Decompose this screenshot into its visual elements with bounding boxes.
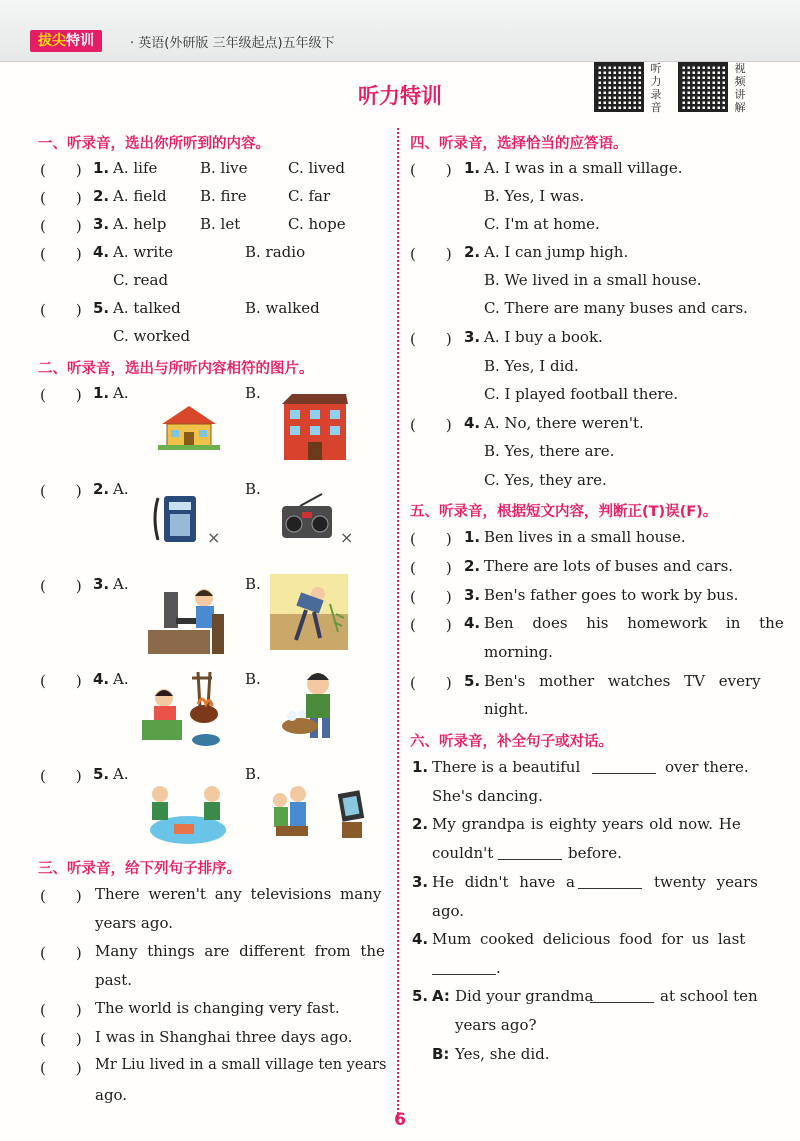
- sentence: There weren't any televisions many: [95, 885, 382, 903]
- answer-paren[interactable]: ( ): [40, 767, 82, 785]
- section-5-heading: 五、听录音，根据短文内容，判断正(T)误(F)。: [410, 504, 718, 520]
- section-6-heading: 六、听录音，补全句子或对话。: [410, 734, 613, 750]
- page-number: 6: [394, 1110, 406, 1130]
- answer-paren[interactable]: ( ): [410, 161, 452, 179]
- cross-mark: ×: [207, 528, 221, 547]
- answer-paren[interactable]: ( ): [40, 386, 82, 404]
- small-house-image[interactable]: [158, 402, 220, 450]
- answer-blank[interactable]: [432, 961, 496, 975]
- brand-logo: 拔尖特训: [30, 30, 102, 52]
- section-3-heading: 三、听录音，给下列句子排序。: [38, 861, 241, 877]
- qr-code-video[interactable]: [678, 62, 728, 112]
- sentence: past.: [95, 971, 133, 989]
- answer-blank[interactable]: [498, 846, 562, 860]
- answer-paren[interactable]: ( ): [410, 588, 452, 606]
- sentence: The world is changing very fast.: [95, 999, 340, 1017]
- sentence: I was in Shanghai three days ago.: [95, 1028, 353, 1046]
- children-reading-image[interactable]: [146, 780, 230, 846]
- big-house-image[interactable]: [280, 392, 350, 462]
- section-2-heading: 二、听录音，选出与所听内容相符的图片。: [38, 361, 314, 377]
- section-4-heading: 四、听录音，选择恰当的应答语。: [410, 136, 628, 152]
- answer-paren[interactable]: ( ): [40, 577, 82, 595]
- answer-paren[interactable]: ( ): [410, 530, 452, 548]
- sentence: Mr Liu lived in a small village ten years: [95, 1057, 387, 1073]
- answer-paren[interactable]: ( ): [40, 217, 82, 235]
- answer-paren[interactable]: ( ): [40, 672, 82, 690]
- family-watching-tv-image[interactable]: [270, 780, 366, 846]
- telephone-image[interactable]: [150, 492, 200, 548]
- header-bar: [0, 0, 800, 62]
- answer-paren[interactable]: ( ): [410, 416, 452, 434]
- answer-paren[interactable]: ( ): [40, 245, 82, 263]
- answer-paren[interactable]: ( ): [40, 161, 82, 179]
- answer-paren[interactable]: ( ): [40, 887, 82, 905]
- answer-paren[interactable]: ( ): [40, 301, 82, 319]
- radio-image[interactable]: [280, 492, 334, 542]
- answer-paren[interactable]: ( ): [40, 1001, 82, 1019]
- answer-paren[interactable]: ( ): [40, 189, 82, 207]
- cross-mark: ×: [340, 528, 354, 547]
- sentence: years ago.: [95, 914, 174, 932]
- boy-washing-image[interactable]: [280, 664, 352, 748]
- answer-paren[interactable]: ( ): [40, 482, 82, 500]
- sentence: Many things are different from the: [95, 942, 385, 960]
- answer-paren[interactable]: ( ): [40, 1030, 82, 1048]
- column-divider: [397, 128, 399, 1118]
- answer-paren[interactable]: ( ): [410, 245, 452, 263]
- answer-blank[interactable]: [592, 760, 656, 774]
- answer-paren[interactable]: ( ): [410, 616, 452, 634]
- answer-blank[interactable]: [590, 989, 654, 1003]
- section-1-heading: 一、听录音，选出你所听到的内容。: [38, 136, 270, 152]
- answer-paren[interactable]: ( ): [410, 330, 452, 348]
- qr-label-video: 视频讲解: [734, 62, 746, 114]
- answer-paren[interactable]: ( ): [410, 674, 452, 692]
- sentence: ago.: [95, 1086, 128, 1104]
- answer-blank[interactable]: [578, 875, 642, 889]
- qr-code-listening[interactable]: [594, 62, 644, 112]
- answer-paren[interactable]: ( ): [410, 559, 452, 577]
- page-title: 听力特训: [358, 84, 442, 108]
- man-farming-image[interactable]: [270, 574, 348, 650]
- answer-paren[interactable]: ( ): [40, 944, 82, 962]
- qr-label-listening: 听力录音: [650, 62, 662, 114]
- girl-cooking-image[interactable]: [142, 668, 230, 748]
- boy-at-computer-image[interactable]: [146, 584, 226, 656]
- book-subtitle: · 英语(外研版 三年级起点)五年级下: [130, 36, 335, 51]
- answer-paren[interactable]: ( ): [40, 1059, 82, 1077]
